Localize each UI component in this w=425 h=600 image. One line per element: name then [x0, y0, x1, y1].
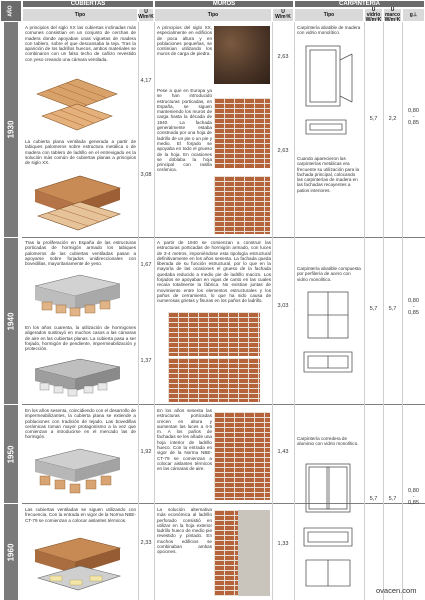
decade-label-1940: 1940 — [6, 312, 16, 330]
carpinteria-u-marco-2: 5,7 — [388, 306, 397, 312]
cubierta-hormigon-illustration — [30, 357, 125, 402]
cubierta-description-3: Tras la proliferación en España de las estructuras porticadas de hormigón armado los tabiques palomeros de las cubiertas ventiladas pasan a apoyarse sobre forjados unidireccionales con bovedillas, mayoritariamente de yeso. — [25, 240, 136, 267]
header-cubiertas: CUBIERTAS — [22, 0, 154, 8]
cubierta-plana-illustration — [30, 172, 125, 234]
subheader-tipo-carpinteria: Tipo — [294, 8, 364, 22]
muro-porticada-illustration-1 — [168, 312, 260, 356]
muro-porticada-illustration-2 — [168, 358, 260, 402]
column-divider — [154, 22, 155, 600]
subheader-u-muros: U W/m²K — [272, 8, 294, 22]
decade-label-1930: 1930 — [6, 120, 16, 139]
header-muros: MUROS — [154, 0, 294, 8]
subheader-u-marco: U marco W/m²K — [384, 6, 401, 23]
carpinteria-description-3: Carpintería corredera de aluminio con vidrio monolítico. — [297, 436, 359, 447]
cubierta-description-4: En los años cuarenta, la utilización de hormigones aligerados sustituyó en muchos casos a las cámaras de aire en las cubiertas planas. La cubierta pasa a ser forjado, hormigón de pendiente, impermeabilización y protección. — [25, 325, 136, 352]
cubierta-bovedillas-illustration — [30, 446, 125, 501]
muro-carga-doble-illustration — [214, 176, 270, 234]
carpinteria-acero-illustration — [300, 288, 358, 388]
decade-1950 — [4, 405, 18, 503]
decade-label-1950: 1950 — [6, 445, 16, 463]
muro-doble-hoja-illustration — [214, 412, 270, 500]
cubierta-u-value-3: 1,67 — [140, 262, 152, 268]
carpinteria-u-marco-1: 2,2 — [388, 116, 397, 122]
muro-carga-illustration — [214, 98, 270, 168]
cubierta-u-value-1: 4,17 — [140, 78, 152, 84]
subheader-u-cubiertas: U W/m²K — [138, 9, 154, 20]
carpinteria-description-1: Carpintería abatible de madera con vidrio monolítico. — [297, 25, 361, 36]
column-divider — [138, 22, 139, 600]
carpinteria-aluminio-illustration — [300, 460, 358, 594]
header-ano-label: AÑO — [8, 5, 14, 17]
cubierta-u-value-6: 2,33 — [140, 540, 152, 546]
carpinteria-g-2: 0,80 - 0,85 — [408, 298, 419, 316]
subheader-gperp: g⊥ — [402, 8, 425, 22]
cubierta-ventilada-illustration — [30, 534, 125, 596]
cubierta-inclinada-illustration — [32, 74, 122, 136]
muro-u-value-5: 1,33 — [277, 541, 289, 547]
decade-1960 — [4, 504, 18, 600]
carpinteria-u-vidrio-3: 5,7 — [369, 496, 378, 502]
subheader-tipo-cubiertas: Tipo — [22, 8, 138, 22]
carpinteria-u-vidrio-1: 5,7 — [369, 116, 378, 122]
muro-description-1: A principios del siglo XX, especialmente en edificios de poca altura y en poblaciones pequeñas, se continúan utilizando los muros de carga de piedra. — [157, 25, 212, 57]
cubierta-description-6: Las cubiertas ventiladas se siguen utilizando con frecuencia. Con la entrada en vigor de la Norma NBE-CT-79 se comienzan a colocar aislantes térmicos. — [25, 507, 136, 523]
header-carpinteria: CARPINTERÍA — [294, 0, 425, 8]
carpinteria-description-2: Carpintería abatible compuesta por perfilería de acero con vidrio monolítico. — [297, 266, 361, 282]
carpinteria-madera-illustration — [300, 40, 358, 152]
carpinteria-g-1: 0,80 - 0,85 — [408, 108, 419, 126]
muro-u-value-4: 1,43 — [277, 449, 289, 455]
subheader-u-vidrio: U vidrio W/m²K — [365, 6, 382, 23]
cubierta-description-5: En los años sesenta, coincidiendo con el desarrollo de impermeabilizantes, la cubierta plana se extiende a poblaciones con tradición de tejado. Las bovedillas cerámicas toman mayor protagonismo a la vez que comienzan a introducirse en el mercado las de hormigón. — [25, 408, 136, 440]
cubierta-u-value-4: 1,37 — [140, 358, 152, 364]
cubierta-forjado-illustration — [30, 272, 125, 322]
carpinteria-u-vidrio-2: 5,7 — [369, 306, 378, 312]
decade-1940 — [4, 238, 18, 404]
muro-u-value-1: 2,63 — [277, 54, 289, 60]
decade-1930 — [4, 22, 18, 237]
cubierta-description-1: A principios del siglo XX las cubiertas inclinadas más comunes consistían en un conjunto de cerchas de madera donde apoyaban unas viguetas de madera con tablero, sobre el que descansaba la teja. Tras la aparición de los ladrillos huecos, ambos materiales se combinaron con un falso techo de cañizo revestido con yeso creando una cámara ventilada. — [25, 25, 136, 62]
column-divider — [294, 22, 295, 600]
header-ano — [0, 0, 22, 22]
cubierta-description-2: La cubierta plana ventilada generada a partir de tabiques palomeros sobre estructura metálica o de madera con tablero de ladrillo en el entrevigado es la solución más común de cubiertas planas a principios de siglo XX. — [25, 139, 136, 166]
muro-piedra-illustration — [214, 26, 270, 84]
muro-u-value-2: 2,63 — [277, 148, 289, 154]
carpinteria-u-marco-3: 5,7 — [388, 496, 397, 502]
subheader-tipo-muros: Tipo — [154, 8, 272, 22]
carpinteria-description-1b: Cuando aparecieron las carpinterías metálicas era frecuente su utilización para la fachada principal, colocando las carpinterías de madera en las fachadas recayentes a patios interiores. — [297, 156, 360, 193]
cubierta-u-value-2: 3,08 — [140, 172, 152, 178]
column-divider — [272, 22, 273, 600]
muro-u-value-3: 3,03 — [277, 303, 289, 309]
muro-description-3: A partir de 1940 se comienzan a construir las estructuras porticadas de hormigón armado, con luces de 3-4 metros, imponiéndose esta tipología estructural definitivamente en los años sesenta. La fachada queda liberada de su función estructural, por lo que en la mayoría de las ocasiones el grueso de la fachada quedaba reducido a medio pie de ladrillo macizo. Los forjados se apoyaban en vigas de canto en las cuales recaía totalmente la fábrica. No existían juntas de movimiento entre los elementos estructurales y los paños de cerramiento, lo que ha sido causa de numerosas grietas y fisuras en los paños de ladrillo. — [157, 240, 271, 304]
cubierta-u-value-5: 1,92 — [140, 449, 152, 455]
muro-description-2: Pese a que en Europa ya se han introducido estructuras porticadas, en España, se siguen manteniendo los muros de carga hasta la década de 1940. La fachada generalmente estaba construida por una hoja de ladrillo de un pie o un pie y medio. El forjado se apoyaba en todo el grueso de la hoja. En ocasiones se doblaba la hoja principal con rasilla cerámica. — [157, 88, 212, 173]
watermark: ovacen.com — [376, 586, 417, 595]
muro-description-5: La solución alternativa más económica al ladrillo perforado consistió en utilizar en la hoja exterior ladrillo hueco de medio pie revestido y pintado. En muchos edificios se combinaban ambas opciones. — [157, 507, 212, 555]
muro-ladrillo-hueco-illustration — [214, 510, 270, 596]
muro-description-4: En los años sesenta las estructuras porticadas crecen en altura y aumentan las luces a 4-5 m. A los paños de fachadas se les añade una hoja interior de ladrillo hueco. Con la entrada en vigor de la Norma NBE-CT-79 se comienzan a colocar aislantes térmicos en las cámaras de aire. — [157, 408, 212, 472]
decade-label-1960: 1960 — [6, 543, 16, 561]
carpinteria-g-3: 0,80 - 0,85 — [408, 488, 419, 506]
